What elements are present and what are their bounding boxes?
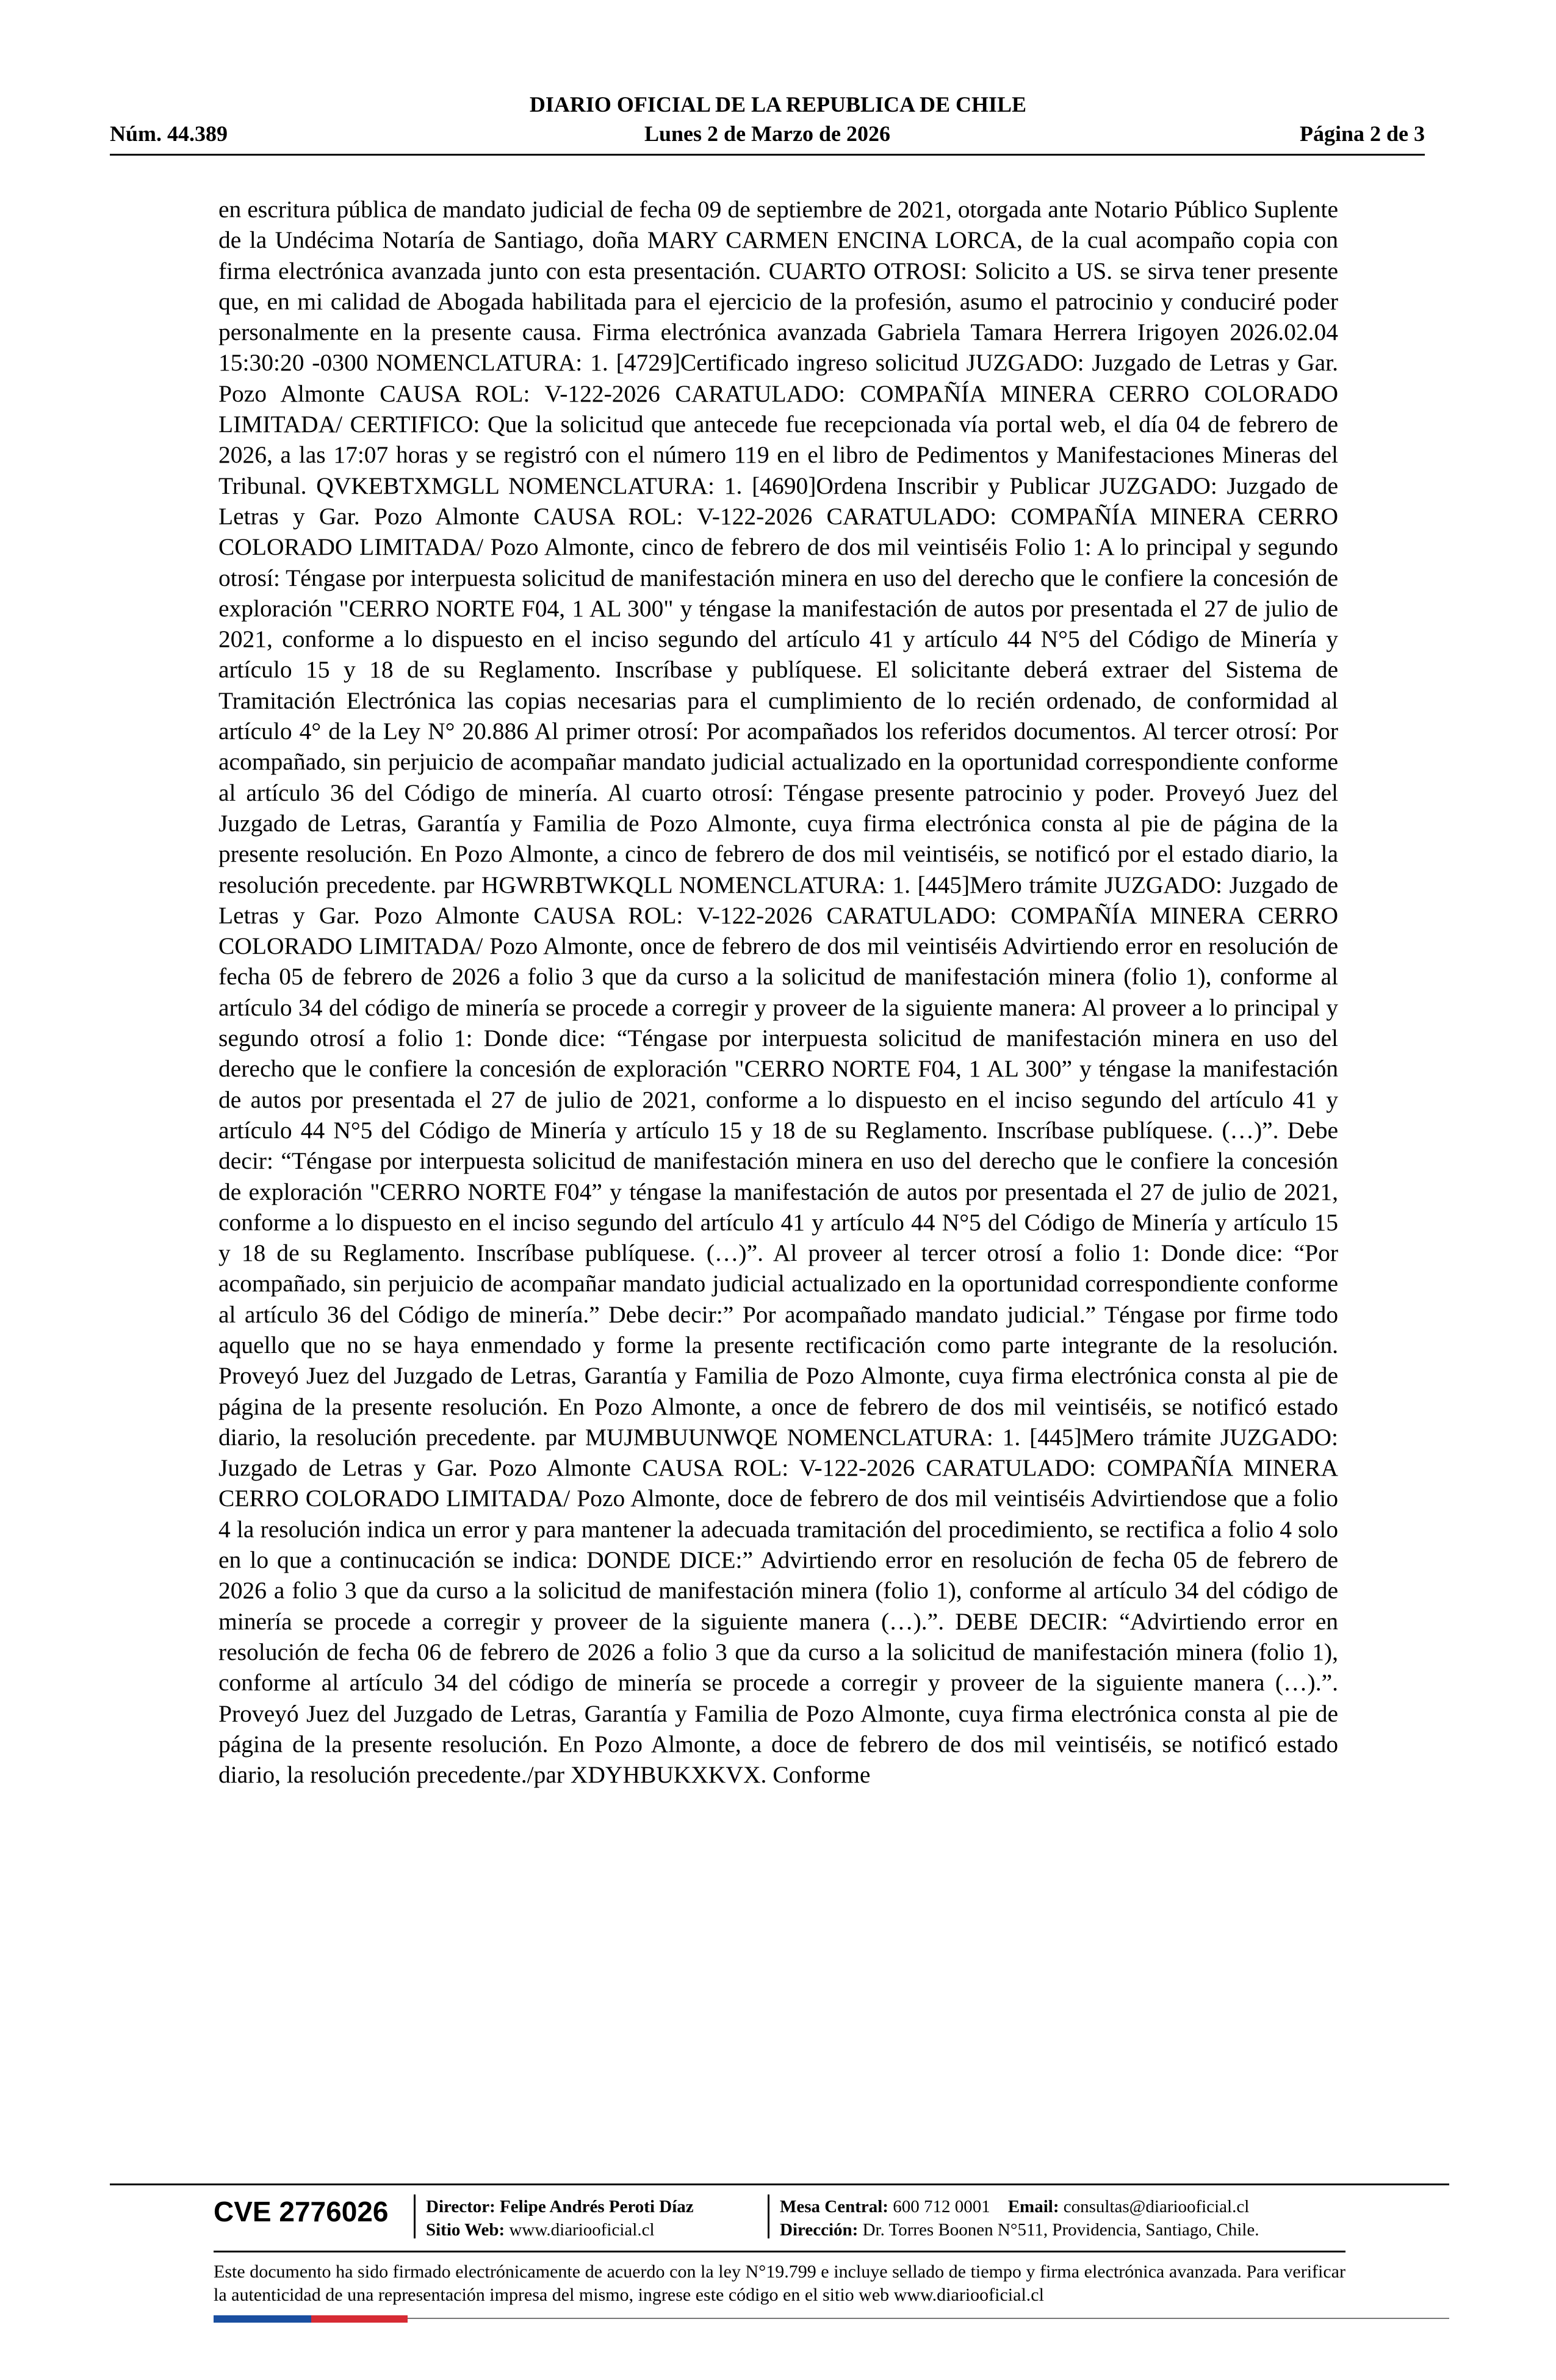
address-value: Dr. Torres Boonen N°511, Providencia, Santiago, Chile. [862, 2220, 1259, 2240]
body-text: en escritura pública de mandato judicial de fecha 09 de septiembre de 2021, otorgada ante Notario Público Suplente de la Undécima Notaría de Santiago, doña MARY CARMEN ENCINA LORCA, de la cual acompaño copia con firma electrónica avanzada junto con esta presentación. CUARTO OTROSI: Solicito a US. se sirva tener presente que, en mi calidad de Abogada habilitada para el ejercicio de la profesión, asumo el patrocinio y conduciré poder personalmente en la presente causa. Firma electrónica avanzada Gabriela Tamara Herrera Irigoyen 2026.02.04 15:30:20 -0300 NOMENCLATURA: 1. [4729]Certificado ingreso solicitud JUZGADO: Juzgado de Letras y Gar. Pozo Almonte CAUSA ROL: V-122-2026 CARATULADO: COMPAÑÍA MINERA CERRO COLORADO LIMITADA/ CERTIFICO: Que la solicitud que antecede fue recepcionada vía portal web, el día 04 de febrero de 2026, a las 17:07 horas y se registró con el número 119 en el libro de Pedimentos y Manifestaciones Mineras del Tribunal. QVKEBTXMGLL NOMENCLATURA: 1. [4690]Ordena Inscribir y Publicar JUZGADO: Juzgado de Letras y Gar. Pozo Almonte CAUSA ROL: V-122-2026 CARATULADO: COMPAÑÍA MINERA CERRO COLORADO LIMITADA/ Pozo Almonte, cinco de febrero de dos mil veintiséis Folio 1: A lo principal y segundo otrosí: Téngase por interpuesta solicitud de manifestación minera en uso del derecho que le confiere la concesión de exploración "CERRO NORTE F04, 1 AL 300" y téngase la manifestación de autos por presentada el 27 de julio de 2021, conforme a lo dispuesto en el inciso segundo del artículo 41 y artículo 44 N°5 del Código de Minería y artículo 15 y 18 de su Reglamento. Inscríbase y publíquese. El solicitante deberá extraer del Sistema de Tramitación Electrónica las copias necesarias para el cumplimiento de lo recién ordenado, de conformidad al artículo 4° de la Ley N° 20.886 Al primer otrosí: Por acompañados los referidos documentos. Al tercer otrosí: Por acompañado, sin perjuicio de acompañar mandato judicial actualizado en la oportunidad correspondiente conforme al artículo 36 del Código de minería. Al cuarto otrosí: Téngase presente patrocinio y poder. Proveyó Juez del Juzgado de Letras, Garantía y Familia de Pozo Almonte, cuya firma electrónica consta al pie de página de la presente resolución. En Pozo Almonte, a cinco de febrero de dos mil veintiséis, se notificó por el estado diario, la resolución precedente. par HGWRBTWKQLL NOMENCLATURA: 1. [445]Mero trámite JUZGADO: Juzgado de Letras y Gar. Pozo Almonte CAUSA ROL: V-122-2026 CARATULADO: COMPAÑÍA MINERA CERRO COLORADO LIMITADA/ Pozo Almonte, once de febrero de dos mil veintiséis Advirtiendo error en resolución de fecha 05 de febrero de 2026 a folio 3 que da curso a la solicitud de manifestación minera (folio 1), conforme al artículo 34 del código de minería se procede a corregir y proveer de la siguiente manera: Al proveer a lo principal y segundo otrosí a folio 1: Donde dice: “Téngase por interpuesta solicitud de manifestación minera en uso del derecho que le confiere la concesión de exploración "CERRO NORTE F04, 1 AL 300” y téngase la manifestación de autos por presentada el 27 de julio de 2021, conforme a lo dispuesto en el inciso segundo del artículo 41 y artículo 44 N°5 del Código de Minería y artículo 15 y 18 de su Reglamento. Inscríbase publíquese. (…)”. Debe decir: “Téngase por interpuesta solicitud de manifestación minera en uso del derecho que le confiere la concesión de exploración "CERRO NORTE F04” y téngase la manifestación de autos por presentada el 27 de julio de 2021, conforme a lo dispuesto en el inciso segundo del artículo 41 y artículo 44 N°5 del Código de Minería y artículo 15 y 18 de su Reglamento. Inscríbase publíquese. (…)”. Al proveer al tercer otrosí a folio 1: Donde dice: “Por acompañado, sin perjuicio de acompañar mandato judicial actualizado en la oportunidad correspondiente conforme al artículo 36 del Código de minería.” Debe decir:” Por acompañado mandato judicial.” Téngase por firme todo aquello que no se haya enmendado y forme la presente rectificación como parte integrante de la resolución. Proveyó Juez del Juzgado de Letras, Garantía y Familia de Pozo Almonte, cuya firma electrónica consta al pie de página de la presente resolución. En Pozo Almonte, a once de febrero de dos mil veintiséis, se notificó estado diario, la resolución precedente. par MUJMBUUNWQE NOMENCLATURA: 1. [445]Mero trámite JUZGADO: Juzgado de Letras y Gar. Pozo Almonte CAUSA ROL: V-122-2026 CARATULADO: COMPAÑÍA MINERA CERRO COLORADO LIMITADA/ Pozo Almonte, doce de febrero de dos mil veintiséis Advirtiendose que a folio 4 la resolución indica un error y para mantener la adecuada tramitación del procedimiento, se rectifica a folio 4 solo en lo que a continucación se indica: DONDE DICE:” Advirtiendo error en resolución de fecha 05 de febrero de 2026 a folio 3 que da curso a la solicitud de manifestación minera (folio 1), conforme al artículo 34 del código de minería se procede a corregir y proveer de la siguiente manera (…).”. DEBE DECIR: “Advirtiendo error en resolución de fecha 06 de febrero de 2026 a folio 3 que da curso a la solicitud de manifestación minera (folio 1), conforme al artículo 34 del código de minería se procede a corregir y proveer de la siguiente manera (…).”. Proveyó Juez del Juzgado de Letras, Garantía y Familia de Pozo Almonte, cuya firma electrónica consta al pie de página de la presente resolución. En Pozo Almonte, a doce de febrero de dos mil veintiséis, se notificó estado diario, la resolución precedente./par XDYHBUKXKVX. Conforme [218, 196, 1338, 1789]
email-label: Email: [1007, 2197, 1059, 2216]
footer-contact-block [780, 2195, 1259, 2241]
page-number: Página 2 de 3 [1299, 121, 1425, 146]
footer-disclaimer: Este documento ha sido firmado electrónicamente de acuerdo con la ley N°19.799 e incluye sellado de tiempo y firma electrónica avanzada. Para verificar la autenticidad de una representación impresa del mismo, ingrese este código en el sitio web www.diariooficial.cl [214, 2262, 1345, 2305]
flag-blue-segment [214, 2315, 311, 2323]
web-label: Sitio Web: [426, 2220, 505, 2240]
chile-flag-stripe [214, 2315, 408, 2323]
newspaper-title: DIARIO OFICIAL DE LA REPUBLICA DE CHILE [529, 92, 1027, 117]
header-row [110, 121, 1425, 148]
footer-separator [768, 2194, 769, 2238]
director-label: Director: [426, 2197, 495, 2216]
address-label: Dirección: [780, 2220, 859, 2240]
cve-code: CVE 2776026 [214, 2196, 389, 2227]
footer-divider-top [110, 2183, 1449, 2185]
issue-date: Lunes 2 de Marzo de 2026 [644, 121, 890, 146]
phone-value: 600 712 0001 [893, 2197, 990, 2216]
issue-number: Núm. 44.389 [110, 121, 228, 146]
flag-red-segment [311, 2315, 408, 2323]
header-divider [110, 154, 1425, 156]
footer-separator [414, 2194, 416, 2238]
footer-divider-mid [214, 2251, 1345, 2252]
email-link[interactable]: consultas@diariooficial.cl [1063, 2197, 1250, 2216]
web-link[interactable]: www.diariooficial.cl [509, 2220, 655, 2240]
phone-label: Mesa Central: [780, 2197, 888, 2216]
director-name: Felipe Andrés Peroti Díaz [500, 2197, 694, 2216]
footer-director-block [426, 2195, 694, 2241]
